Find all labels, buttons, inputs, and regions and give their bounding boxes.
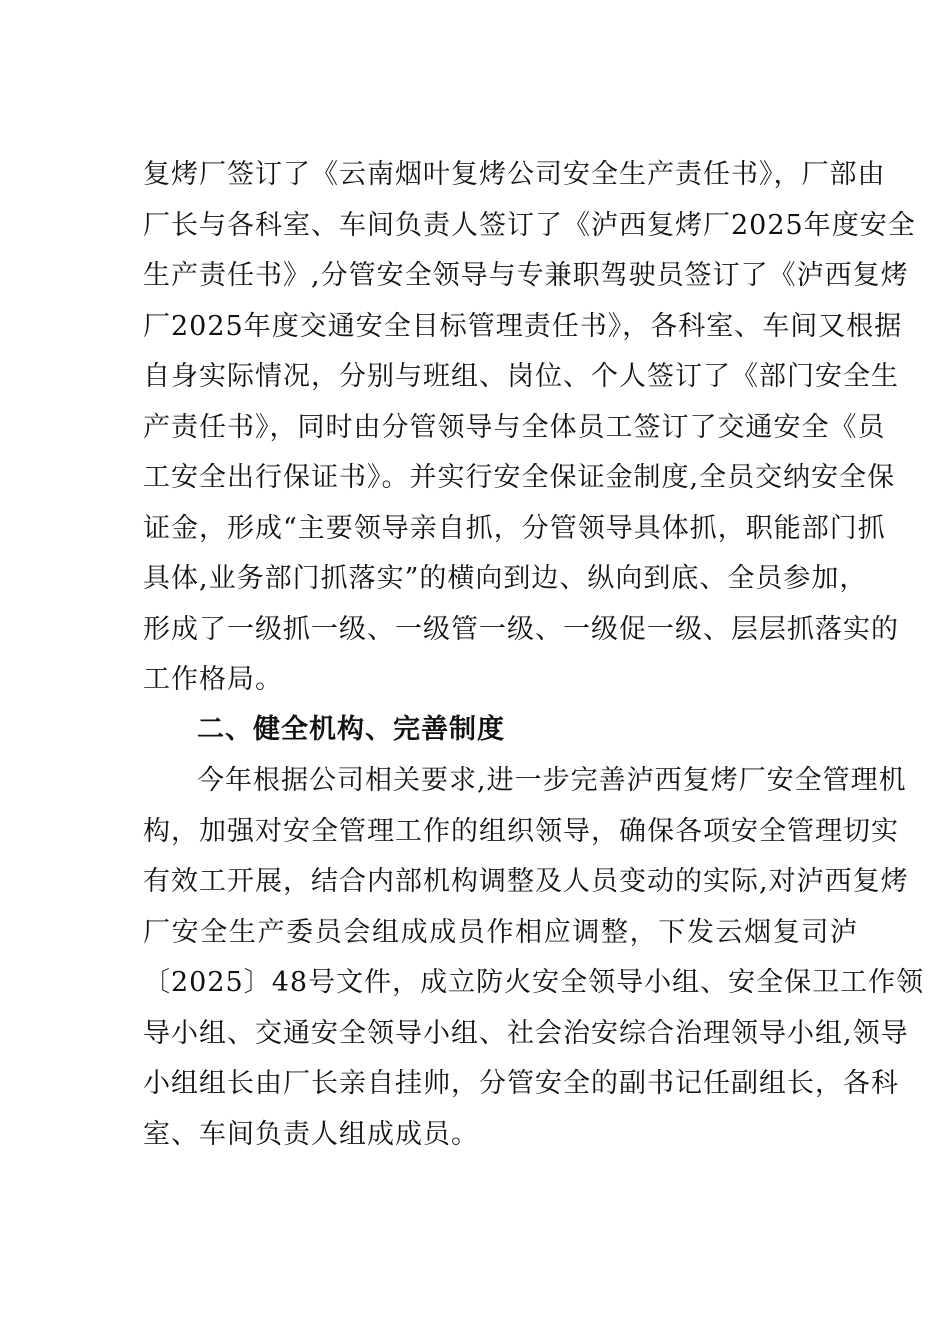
paragraph-line: 具体,业务部门抓落实”的横向到边、纵向到底、全员参加，	[143, 563, 868, 594]
paragraph-line: 构，加强对安全管理工作的组织领导，确保各项安全管理切实	[143, 815, 899, 847]
section-heading-block	[143, 705, 858, 756]
paragraph-line: 产责任书》，同时由分管领导与全体员工签订了交通安全《员	[143, 411, 886, 443]
paragraph-line: 厂2025年度交通安全目标管理责任书》，各科室、车间又根据	[143, 310, 903, 342]
paragraph-line: 导小组、交通安全领导小组、社会治安综合治理领导小组,领导	[143, 1017, 909, 1049]
paragraph-line: 小组组长由厂长亲自挂帅，分管安全的副书记任副组长，各科	[143, 1068, 899, 1099]
paragraph-line: 〔2025〕48号文件，成立防火安全领导小组、安全保卫工作领	[143, 967, 925, 998]
paragraph-line: 今年根据公司相关要求,进一步完善泸西复烤厂安全管理机	[197, 765, 907, 796]
paragraph-line: 生产责任书》,分管安全领导与专兼职驾驶员签订了《泸西复烤	[143, 260, 909, 291]
paragraph-line: 室、车间负责人组成成员。	[143, 1118, 479, 1150]
paragraph-line: 有效工开展，结合内部机构调整及人员变动的实际,对泸西复烤	[143, 866, 909, 897]
paragraph-line: 证金，形成“主要领导亲自抓，分管领导具体抓，职能部门抓	[143, 512, 886, 544]
paragraph-line: 工安全出行保证书》。并实行安全保证金制度,全员交纳安全保	[143, 462, 896, 493]
paragraph-organization	[143, 756, 925, 1160]
paragraph-line: 形成了一级抓一级、一级管一级、一级促一级、层层抓落实的	[143, 613, 899, 645]
paragraph-line: 厂安全生产委员会组成成员作相应调整，下发云烟复司泸	[143, 916, 858, 948]
section-heading: 二、健全机构、完善制度	[197, 714, 505, 745]
paragraph-line: 自身实际情况，分别与班组、岗位、个人签订了《部门安全生	[143, 361, 899, 392]
paragraph-line: 厂长与各科室、车间负责人签订了《泸西复烤厂2025年度安全	[143, 209, 916, 241]
paragraph-line: 工作格局。	[143, 664, 283, 695]
paragraph-line: 复烤厂签订了《云南烟叶复烤公司安全生产责任书》，厂部由	[143, 159, 886, 190]
paragraph-responsibility	[143, 150, 916, 706]
